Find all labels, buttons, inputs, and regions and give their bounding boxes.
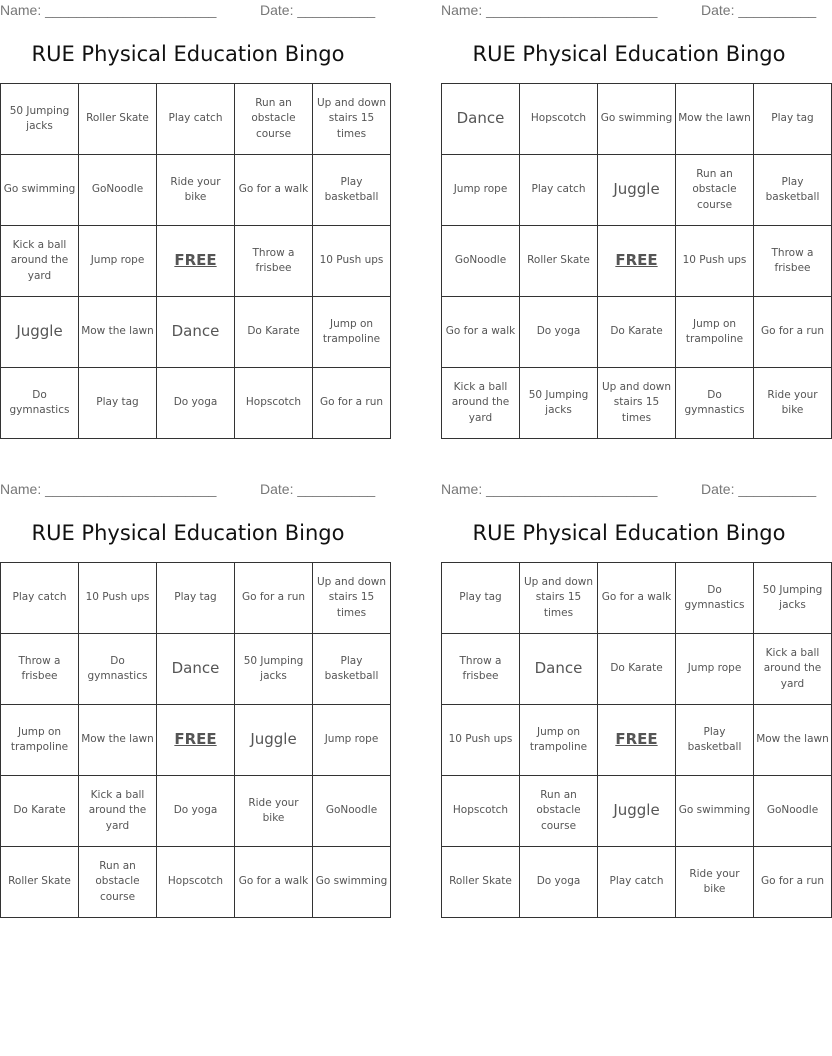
bingo-row <box>442 563 832 634</box>
bingo-cell: Go for a run <box>754 297 832 368</box>
bingo-cell: Up and down stairs 15 times <box>520 563 598 634</box>
name-date-line <box>0 481 376 499</box>
bingo-cell: Hopscotch <box>157 847 235 918</box>
bingo-cell: Play basketball <box>676 705 754 776</box>
bingo-cell: Play catch <box>157 84 235 155</box>
bingo-cell: Jump on trampoline <box>313 297 391 368</box>
bingo-cell: Play basketball <box>313 155 391 226</box>
bingo-cell: Dance <box>157 297 235 368</box>
bingo-cell: Go for a run <box>754 847 832 918</box>
bingo-cell: Go for a run <box>235 563 313 634</box>
bingo-cell: Go for a walk <box>235 155 313 226</box>
bingo-cell: Go for a walk <box>235 847 313 918</box>
free-space: FREE <box>157 705 235 776</box>
name-field-label: Name: ______________________ <box>441 2 658 18</box>
bingo-cell: Dance <box>442 84 520 155</box>
bingo-cell: 10 Push ups <box>442 705 520 776</box>
bingo-cell: Do Karate <box>598 297 676 368</box>
bingo-cell: Juggle <box>598 776 676 847</box>
bingo-cell: Roller Skate <box>442 847 520 918</box>
free-space: FREE <box>598 226 676 297</box>
bingo-cell: Throw a frisbee <box>1 634 79 705</box>
free-space: FREE <box>157 226 235 297</box>
bingo-cell: Play catch <box>598 847 676 918</box>
bingo-card-4 <box>441 479 829 913</box>
date-field-label: Date: __________ <box>260 481 376 497</box>
bingo-row <box>1 226 391 297</box>
bingo-cell: Throw a frisbee <box>442 634 520 705</box>
bingo-cell: Dance <box>157 634 235 705</box>
bingo-grid <box>441 562 832 918</box>
bingo-row <box>1 155 391 226</box>
bingo-cell: Play basketball <box>754 155 832 226</box>
bingo-row <box>442 634 832 705</box>
bingo-cell: Kick a ball around the yard <box>442 368 520 439</box>
bingo-cell: GoNoodle <box>79 155 157 226</box>
bingo-row <box>442 368 832 439</box>
bingo-row <box>442 84 832 155</box>
bingo-cell: Hopscotch <box>442 776 520 847</box>
bingo-cell: Roller Skate <box>1 847 79 918</box>
bingo-row <box>1 368 391 439</box>
bingo-cell: Jump rope <box>442 155 520 226</box>
bingo-cell: Play tag <box>79 368 157 439</box>
bingo-row <box>1 776 391 847</box>
bingo-cell: Roller Skate <box>79 84 157 155</box>
bingo-cell: Mow the lawn <box>79 297 157 368</box>
name-field-label: Name: ______________________ <box>0 481 217 497</box>
bingo-cell: Juggle <box>598 155 676 226</box>
bingo-cell: Go for a run <box>313 368 391 439</box>
bingo-row <box>1 563 391 634</box>
name-field-label: Name: ______________________ <box>441 481 658 497</box>
bingo-cell: Kick a ball around the yard <box>754 634 832 705</box>
free-space: FREE <box>598 705 676 776</box>
bingo-cell: Ride your bike <box>754 368 832 439</box>
date-field-label: Date: __________ <box>260 2 376 18</box>
bingo-cell: GoNoodle <box>313 776 391 847</box>
bingo-cell: Play catch <box>1 563 79 634</box>
bingo-grid <box>441 83 832 439</box>
bingo-cell: Ride your bike <box>235 776 313 847</box>
bingo-cell: 50 Jumping jacks <box>235 634 313 705</box>
bingo-row <box>442 776 832 847</box>
bingo-cell: Go for a walk <box>598 563 676 634</box>
bingo-cell: Mow the lawn <box>676 84 754 155</box>
bingo-cell: Kick a ball around the yard <box>79 776 157 847</box>
bingo-row <box>442 705 832 776</box>
bingo-cell: Do gymnastics <box>676 563 754 634</box>
bingo-cell: Run an obstacle course <box>235 84 313 155</box>
bingo-cell: Go swimming <box>676 776 754 847</box>
bingo-cell: Play basketball <box>313 634 391 705</box>
bingo-cell: Do Karate <box>1 776 79 847</box>
bingo-cell: Play tag <box>754 84 832 155</box>
bingo-card-3 <box>0 479 388 913</box>
bingo-cell: Juggle <box>235 705 313 776</box>
bingo-cell: Run an obstacle course <box>520 776 598 847</box>
bingo-cell: 50 Jumping jacks <box>1 84 79 155</box>
bingo-cell: Ride your bike <box>676 847 754 918</box>
bingo-cell: Jump on trampoline <box>1 705 79 776</box>
bingo-cell: Dance <box>520 634 598 705</box>
bingo-cell: Run an obstacle course <box>676 155 754 226</box>
bingo-cell: Mow the lawn <box>754 705 832 776</box>
bingo-row <box>442 297 832 368</box>
card-title: RUE Physical Education Bingo <box>472 521 786 545</box>
bingo-cell: Jump rope <box>676 634 754 705</box>
bingo-cell: Kick a ball around the yard <box>1 226 79 297</box>
bingo-row <box>1 705 391 776</box>
bingo-cell: GoNoodle <box>754 776 832 847</box>
bingo-cell: Throw a frisbee <box>754 226 832 297</box>
bingo-grid <box>0 83 391 439</box>
name-date-line <box>441 2 817 20</box>
bingo-cell: Do yoga <box>520 847 598 918</box>
bingo-cell: Go swimming <box>598 84 676 155</box>
bingo-row <box>1 634 391 705</box>
bingo-row <box>1 847 391 918</box>
bingo-cell: Up and down stairs 15 times <box>313 84 391 155</box>
bingo-cell: Throw a frisbee <box>235 226 313 297</box>
bingo-cell: Do yoga <box>157 776 235 847</box>
bingo-cell: Jump on trampoline <box>520 705 598 776</box>
bingo-cell: Juggle <box>1 297 79 368</box>
bingo-cell: Do Karate <box>598 634 676 705</box>
bingo-row <box>1 84 391 155</box>
bingo-cell: Do gymnastics <box>1 368 79 439</box>
bingo-row <box>442 226 832 297</box>
bingo-cell: Mow the lawn <box>79 705 157 776</box>
name-field-label: Name: ______________________ <box>0 2 217 18</box>
bingo-cell: Do yoga <box>520 297 598 368</box>
bingo-cell: Hopscotch <box>520 84 598 155</box>
bingo-cell: Jump rope <box>313 705 391 776</box>
bingo-cell: Jump rope <box>79 226 157 297</box>
card-title: RUE Physical Education Bingo <box>31 521 345 545</box>
name-date-line <box>0 2 376 20</box>
bingo-cell: Go swimming <box>1 155 79 226</box>
bingo-cell: Play catch <box>520 155 598 226</box>
bingo-cell: GoNoodle <box>442 226 520 297</box>
bingo-cell: 50 Jumping jacks <box>520 368 598 439</box>
bingo-cell: 10 Push ups <box>313 226 391 297</box>
bingo-row <box>442 847 832 918</box>
bingo-cell: Play tag <box>442 563 520 634</box>
bingo-cell: 10 Push ups <box>676 226 754 297</box>
date-field-label: Date: __________ <box>701 481 817 497</box>
bingo-cell: Run an obstacle course <box>79 847 157 918</box>
card-title: RUE Physical Education Bingo <box>31 42 345 66</box>
bingo-cell: Do Karate <box>235 297 313 368</box>
bingo-cell: Go swimming <box>313 847 391 918</box>
bingo-cell: Up and down stairs 15 times <box>598 368 676 439</box>
bingo-row <box>442 155 832 226</box>
bingo-cell: Do yoga <box>157 368 235 439</box>
bingo-cell: Ride your bike <box>157 155 235 226</box>
bingo-cell: 50 Jumping jacks <box>754 563 832 634</box>
bingo-card-1 <box>0 0 387 434</box>
date-field-label: Date: __________ <box>701 2 817 18</box>
bingo-cell: Up and down stairs 15 times <box>313 563 391 634</box>
bingo-cell: Jump on trampoline <box>676 297 754 368</box>
bingo-row <box>1 297 391 368</box>
bingo-cell: Do gymnastics <box>79 634 157 705</box>
bingo-card-2 <box>441 0 825 434</box>
bingo-cell: Roller Skate <box>520 226 598 297</box>
bingo-cell: Go for a walk <box>442 297 520 368</box>
bingo-cell: Do gymnastics <box>676 368 754 439</box>
card-title: RUE Physical Education Bingo <box>472 42 786 66</box>
name-date-line <box>441 481 817 499</box>
bingo-cell: Hopscotch <box>235 368 313 439</box>
bingo-cell: Play tag <box>157 563 235 634</box>
bingo-grid <box>0 562 391 918</box>
bingo-cell: 10 Push ups <box>79 563 157 634</box>
